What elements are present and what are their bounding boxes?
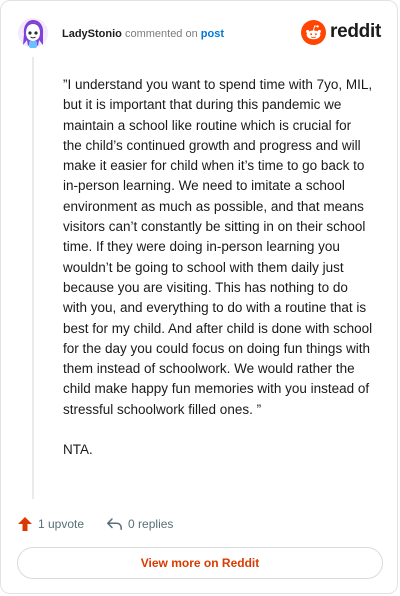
- upvote-arrow-icon: [17, 516, 33, 532]
- reddit-logo-icon: [301, 20, 326, 45]
- comment-paragraph: ”I understand you want to spend time with 7yo, MIL, but it is important that during this pandemic we maintain a school like routine which is crucial for the child’s continued growth and progress and will make it easier for child when it’s time to go back to in-person learning. We need to imitate a school environment as much as possible, and that means visitors can’t constantly be sitting in on their school time. If they were doing in-person learning you wouldn’t be going to school with them daily just because you are visiting. This has nothing to do with you, and everything to do with a routine that is best for my child. And after child is done with school for the day you could focus on doing fun things with them instead of schoolwork. We would rather the child make happy fun memories with you instead of stressful schoolwork filled ones. ”: [63, 77, 373, 417]
- user-avatar[interactable]: [17, 16, 49, 50]
- avatar-icon: [17, 16, 49, 50]
- comment-paragraph: NTA.: [63, 442, 93, 458]
- reply-arrow-icon: [106, 516, 123, 532]
- reddit-brand[interactable]: [301, 18, 381, 46]
- comment-actions: [17, 514, 195, 534]
- post-link[interactable]: post: [200, 28, 225, 40]
- comment-byline: [62, 27, 224, 41]
- comment-body: [63, 75, 373, 480]
- upvote-count: 1 upvote: [38, 517, 85, 531]
- reply-count: 0 replies: [128, 517, 174, 531]
- view-more-button[interactable]: View more on Reddit: [17, 547, 383, 579]
- upvote-button[interactable]: [17, 516, 84, 532]
- reply-button[interactable]: [106, 516, 173, 532]
- author-name[interactable]: LadyStonio: [62, 28, 122, 40]
- reddit-wordmark: reddit: [330, 21, 381, 42]
- commented-on-text: commented on: [124, 28, 198, 40]
- comment-header: [17, 16, 381, 50]
- comment-thread-line: [32, 57, 34, 499]
